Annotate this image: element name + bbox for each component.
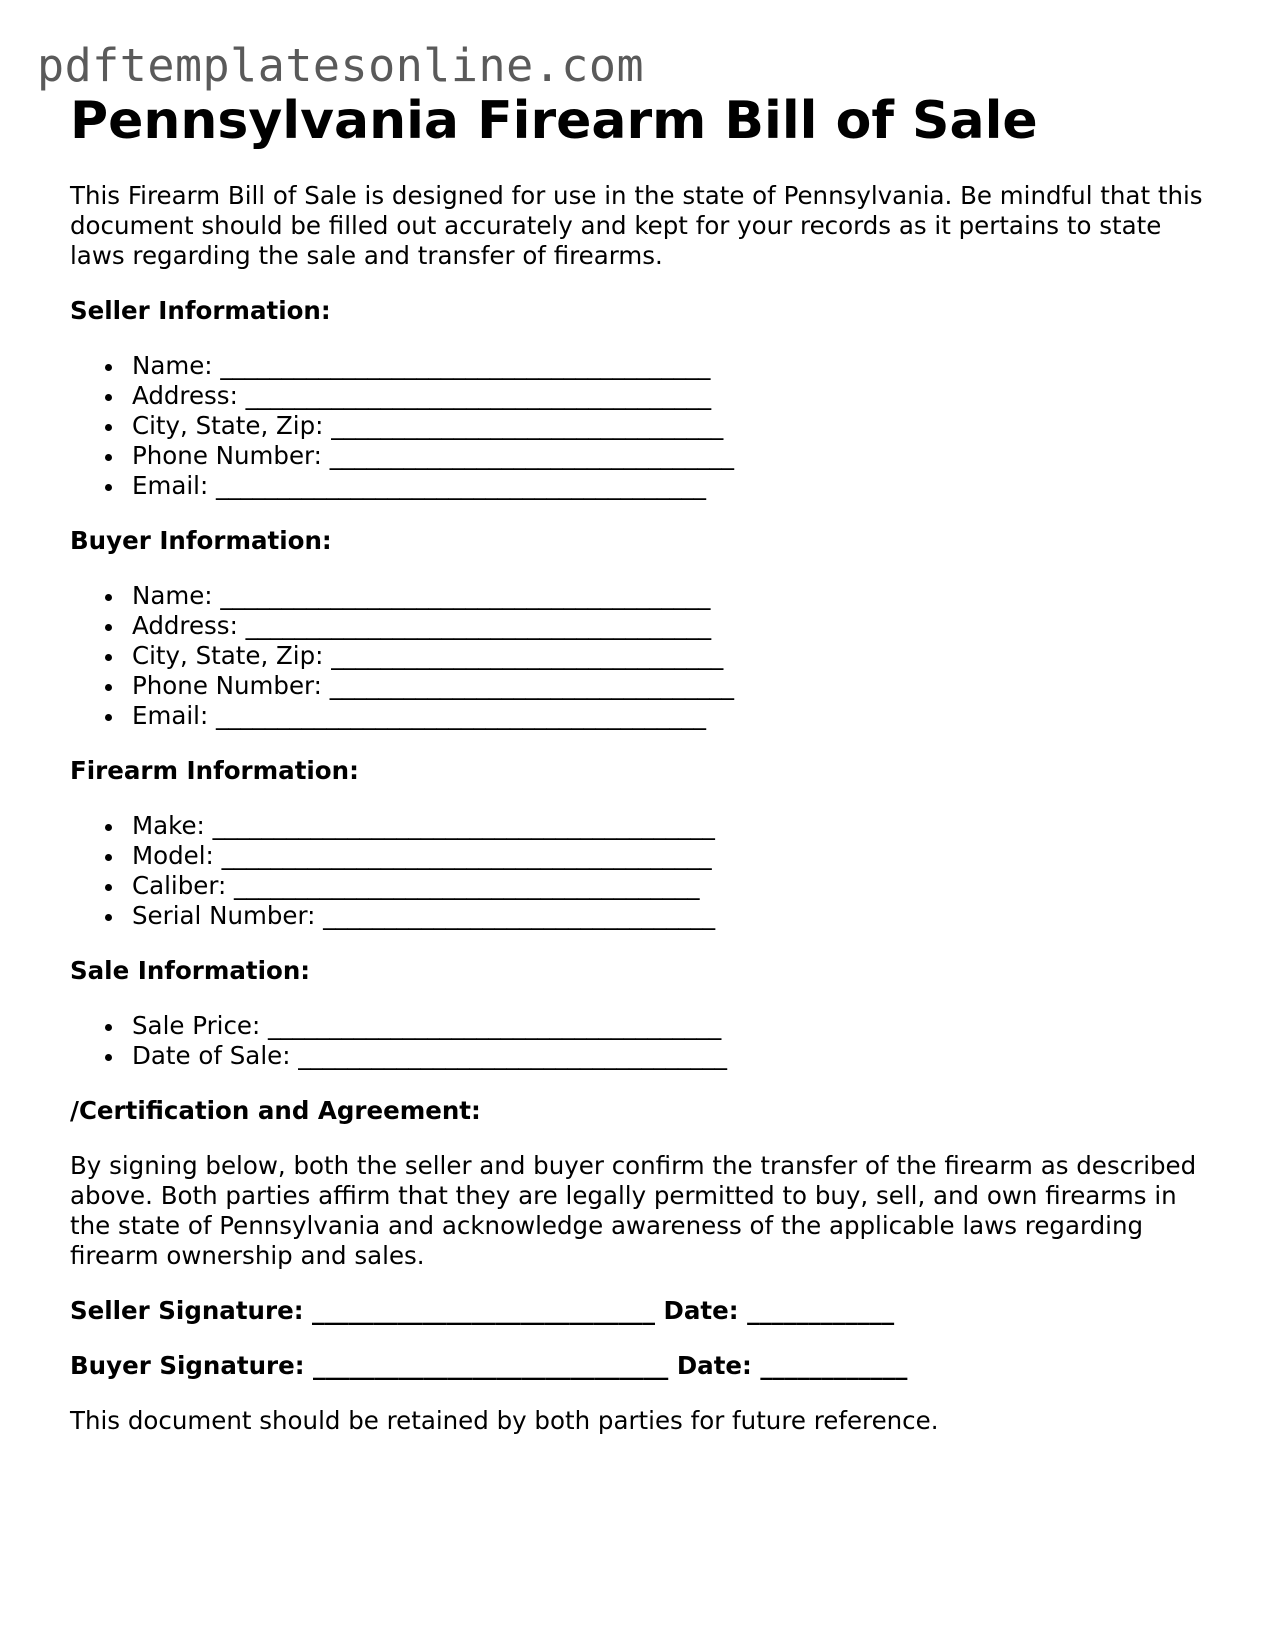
buyer-fields	[70, 581, 1220, 731]
buyer-phone-field: Phone Number: _________________________________	[132, 671, 1220, 701]
firearm-model-field: Model: ________________________________________	[132, 841, 1220, 871]
firearm-heading: Firearm Information:	[70, 756, 359, 785]
firearm-make-field: Make: _________________________________________	[132, 811, 1220, 841]
certification-heading: /Certification and Agreement:	[70, 1096, 481, 1125]
buyer-email-field: Email: ________________________________________	[132, 701, 1220, 731]
buyer-address-field: Address: ______________________________________	[132, 611, 1220, 641]
sale-heading: Sale Information:	[70, 956, 311, 985]
seller-fields	[70, 351, 1220, 501]
sale-date-field: Date of Sale: ___________________________________	[132, 1041, 1220, 1071]
buyer-heading: Buyer Information:	[70, 526, 332, 555]
sale-fields	[70, 1011, 1220, 1071]
document-title: Pennsylvania Firearm Bill of Sale	[70, 91, 1038, 151]
document-body	[70, 86, 1220, 1436]
seller-city-state-zip-field: City, State, Zip: ________________________________	[132, 411, 1220, 441]
watermark: pdftemplatesonline.com	[37, 39, 645, 92]
firearm-fields	[70, 811, 1220, 931]
firearm-caliber-field: Caliber: ______________________________________	[132, 871, 1220, 901]
certification-paragraph: By signing below, both the seller and buyer confirm the transfer of the firearm as described above. Both parties affirm that they are legally permitted to buy, sell, and own firearms in the state of Pennsylvania and acknowledge awareness of the applicable laws regarding firearm ownership and sales.	[70, 1151, 1197, 1270]
seller-email-field: Email: ________________________________________	[132, 471, 1220, 501]
seller-address-field: Address: ______________________________________	[132, 381, 1220, 411]
buyer-signature-line: Buyer Signature: _____________________________ Date: ____________	[70, 1351, 908, 1380]
buyer-name-field: Name: ________________________________________	[132, 581, 1220, 611]
sale-price-field: Sale Price: _____________________________________	[132, 1011, 1220, 1041]
closing-note: This document should be retained by both parties for future reference.	[70, 1406, 939, 1435]
seller-signature-line: Seller Signature: ____________________________ Date: ____________	[70, 1296, 895, 1325]
buyer-city-state-zip-field: City, State, Zip: ________________________________	[132, 641, 1220, 671]
seller-heading: Seller Information:	[70, 296, 331, 325]
seller-phone-field: Phone Number: _________________________________	[132, 441, 1220, 471]
firearm-serial-field: Serial Number: ________________________________	[132, 901, 1220, 931]
seller-name-field: Name: ________________________________________	[132, 351, 1220, 381]
intro-paragraph: This Firearm Bill of Sale is designed for use in the state of Pennsylvania. Be mindful that this document should be filled out accurately and kept for your records as it pertains to state laws regarding the sale and transfer of firearms.	[70, 181, 1203, 270]
